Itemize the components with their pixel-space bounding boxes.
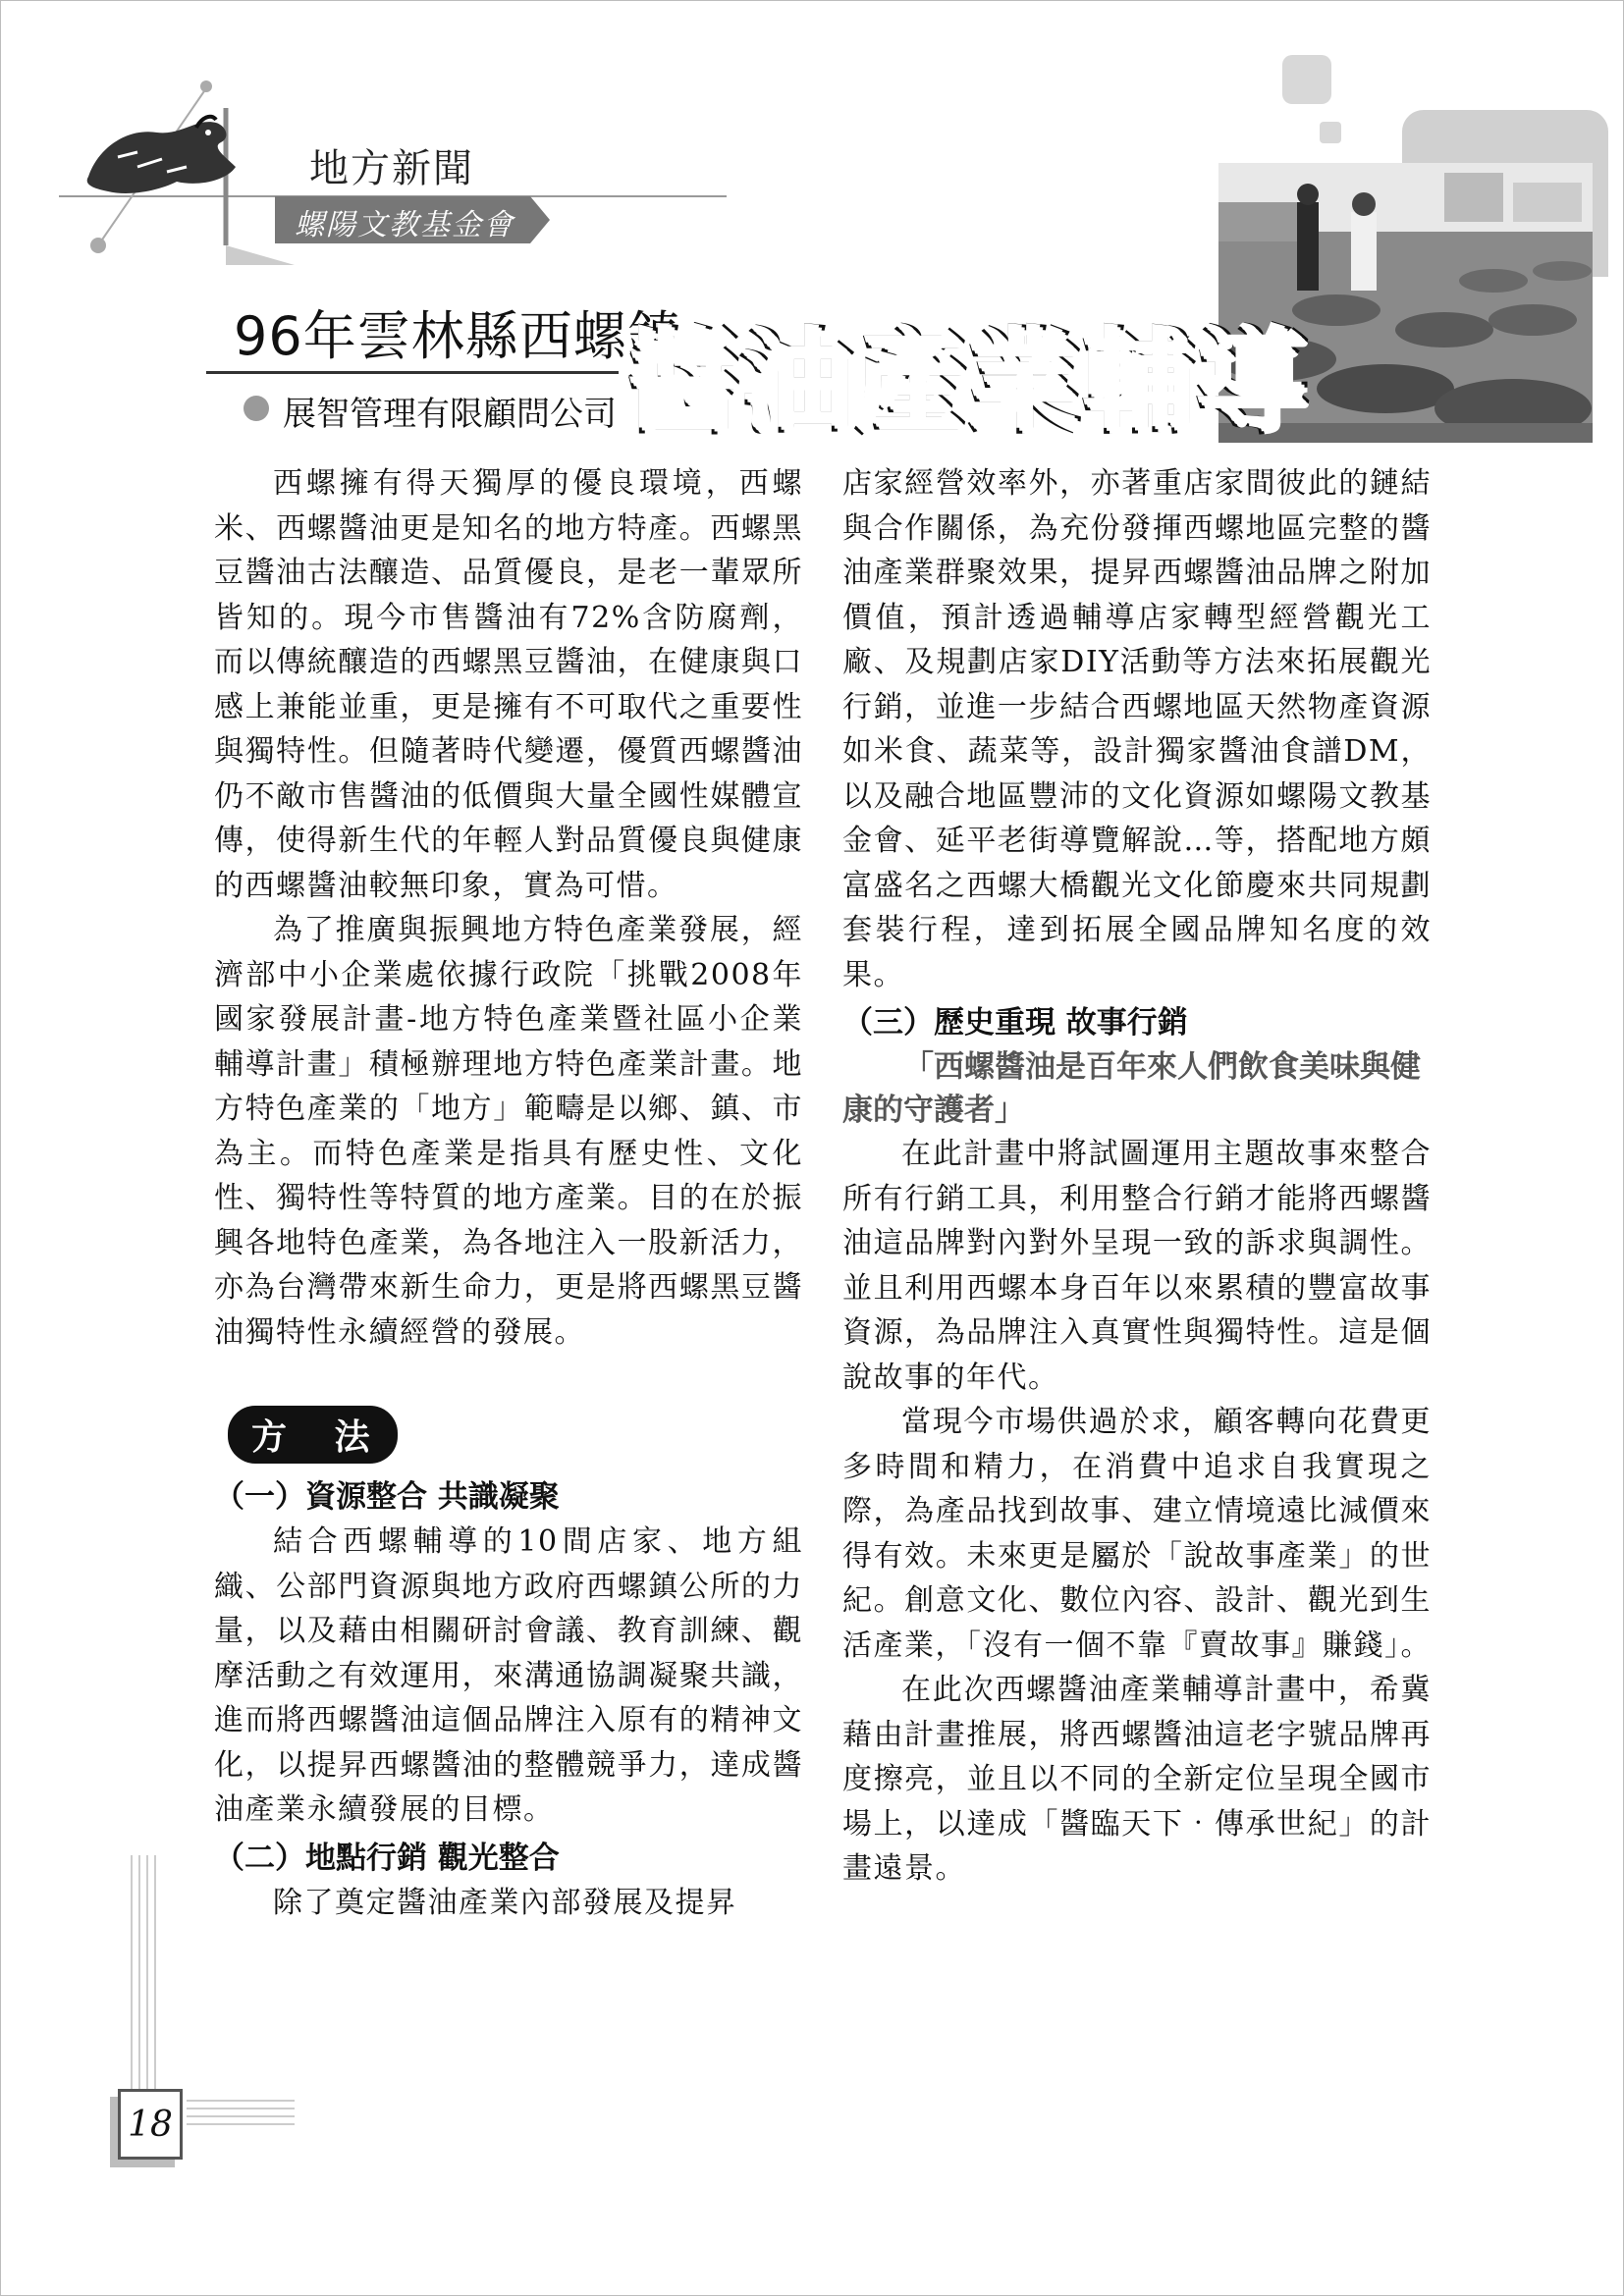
section3-paragraph-3: 在此次西螺醬油產業輔導計畫中，希冀藉由計畫推展，將西螺醬油這老字號品牌再度擦亮，並且以不同的全新定位呈現全國市場上，以達成「醬臨天下‧傳承世紀」的計畫遠景。	[842, 1673, 1432, 1886]
section1-heading: （一）資源整合 共識凝聚	[214, 1479, 560, 1515]
right-column	[842, 461, 1432, 1892]
decor-square	[1282, 55, 1331, 104]
intro-paragraph-1: 西螺擁有得天獨厚的優良環境，西螺米、西螺醬油更是知名的地方特產。西螺黑豆醬油古法釀造、品質優良，是老一輩眾所皆知的。現今市售醬油有72%含防腐劑，而以傳統釀造的西螺黑豆醬油，在健康與口感上兼能並重，更是擁有不可取代之重要性與獨特性。但隨著時代變遷，優質西螺醬油仍不敵市售醬油的低價與大量全國性媒體宣傳，使得新生代的年輕人對品質優良與健康的西螺醬油較無印象，實為可惜。	[214, 466, 803, 903]
left-column	[214, 461, 803, 1925]
section-title: 地方新聞	[309, 146, 474, 191]
page-number: 18	[118, 2089, 183, 2160]
headline-rule	[206, 371, 619, 374]
section1-text: 結合西螺輔導的10間店家、地方組織、公部門資源與地方政府西螺鎮公所的力量，以及藉由相關研討會議、教育訓練、觀摩活動之有效運用，來溝通協調凝聚共識，進而將西螺醬油這個品牌注入原有的精神文化，以提昇西螺醬油的整體競爭力，達成醬油產業永續發展的目標。	[214, 1524, 803, 1827]
intro-paragraph-2: 為了推廣與振興地方特色產業發展，經濟部中小企業處依據行政院「挑戰2008年國家發展計畫-地方特色產業暨社區小企業輔導計畫」積極辦理地方特色產業計畫。地方特色產業的「地方」範疇是以鄉、鎮、市為主。而特色產業是指具有歷史性、文化性、獨特性等特質的地方產業。目的在於振興各地特色產業，為各地注入一股新活力，亦為台灣帶來新生命力，更是將西螺黑豆醬油獨特性永續經營的發展。	[214, 913, 803, 1350]
section2-continued: 店家經營效率外，亦著重店家間彼此的鏈結與合作關係，為充份發揮西螺地區完整的醬油產業群聚效果，提昇西螺醬油品牌之附加價值，預計透過輔導店家轉型經營觀光工廠、及規劃店家DIY活動等方法來拓展觀光行銷，並進一步結合西螺地區天然物產資源如米食、蔬菜等，設計獨家醬油食譜DM，以及融合地區豐沛的文化資源如螺陽文教基金會、延平老街導覽解說…等，搭配地方頗富盛名之西螺大橋觀光文化節慶來共同規劃套裝行程，達到拓展全國品牌知名度的效果。	[842, 466, 1432, 992]
bullet-dot	[244, 396, 269, 421]
headline: 96年雲林縣西螺鎮	[234, 305, 681, 367]
tiger-logo	[79, 98, 245, 206]
section3-quote: 「西螺醬油是百年來人們飲食美味與健康的守護者」	[842, 1049, 1421, 1128]
section3-paragraph-2: 當現今市場供過於求，顧客轉向花費更多時間和精力，在消費中追求自我實現之際，為產品找到故事、建立情境遠比減價來得有效。未來更是屬於「說故事產業」的世紀。創意文化、數位內容、設計、觀光到生活產業，「沒有一個不靠『賣故事』賺錢」。	[842, 1405, 1432, 1663]
article-title	[628, 294, 1312, 453]
section2-heading: （二）地點行銷 觀光整合	[214, 1840, 560, 1876]
section3-paragraph-1: 在此計畫中將試圖運用主題故事來整合所有行銷工具，利用整合行銷才能將西螺醬油這品牌對內對外呈現一致的訴求與調性。並且利用西螺本身百年以來累積的豐富故事資源，為品牌注入真實性與獨特性。這是個說故事的年代。	[842, 1137, 1432, 1395]
method-badge: 方 法	[228, 1406, 398, 1464]
decor-square-small	[1320, 122, 1341, 143]
section3-heading: （三）歷史重現 故事行銷	[842, 1005, 1188, 1041]
article-title-text: 醬油產業輔導	[628, 319, 1312, 447]
foundation-name: 螺陽文教基金會	[295, 208, 514, 242]
author-company: 展智管理有限顧問公司	[283, 395, 617, 434]
section2-text: 除了奠定醬油產業內部發展及提昇	[273, 1885, 737, 1920]
